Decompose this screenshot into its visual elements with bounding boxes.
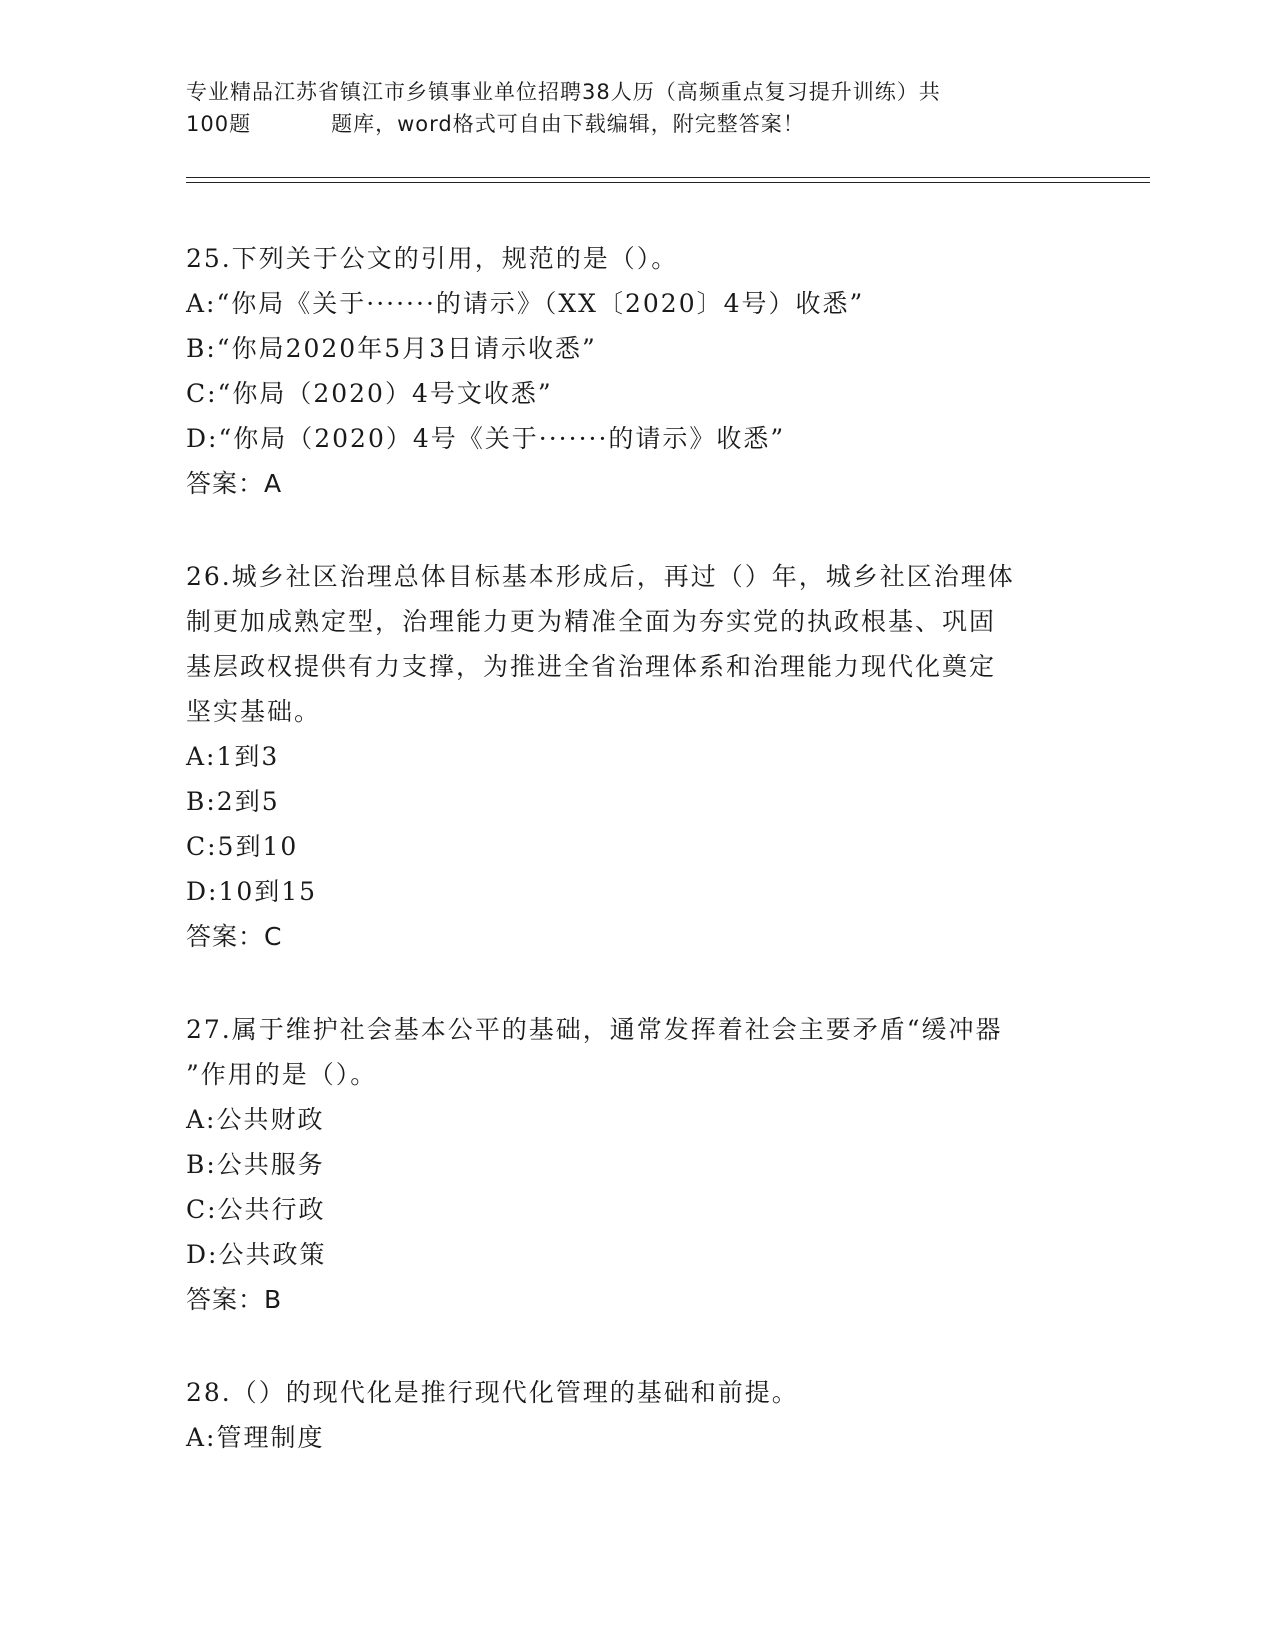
option-c: C:“你局（2020）4号文收悉” [186, 379, 553, 408]
question-stem: 28.（）的现代化是推行现代化管理的基础和前提。 [186, 1378, 799, 1407]
answer-line: 答案：C [186, 922, 283, 951]
option-a: A:公共财政 [186, 1105, 325, 1134]
option-b: B:2到5 [186, 787, 280, 816]
header-title-suffix: 题库，word格式可自由下载编辑，附完整答案！ [331, 112, 805, 136]
answer-line: 答案：A [186, 469, 283, 498]
option-d: D:公共政策 [186, 1240, 327, 1269]
document-header [186, 76, 1086, 140]
answer-line: 答案：B [186, 1285, 283, 1314]
option-d: D:“你局（2020）4号《关于·······的请示》收悉” [186, 424, 786, 453]
header-title-line-2 [186, 108, 1086, 140]
question-stem: 25.下列关于公文的引用，规范的是（）。 [186, 244, 679, 273]
question-stem-line-2: ”作用的是（）。 [186, 1060, 378, 1089]
option-d: D:10到15 [186, 877, 318, 906]
option-a: A:“你局《关于·······的请示》（XX〔2020〕4号）收悉” [186, 289, 865, 318]
question-stem-line-3: 基层政权提供有力支撑，为推进全省治理体系和治理能力现代化奠定 [186, 652, 997, 681]
question-28 [186, 1370, 1086, 1460]
question-stem-line-1: 27.属于维护社会基本公平的基础，通常发挥着社会主要矛盾“缓冲器 [186, 1015, 1003, 1044]
option-b: B:公共服务 [186, 1150, 325, 1179]
header-double-rule [186, 177, 1150, 183]
question-25 [186, 236, 1086, 506]
option-a: A:管理制度 [186, 1423, 325, 1452]
question-list [186, 236, 1086, 1508]
question-stem-line-4: 坚实基础。 [186, 697, 322, 726]
question-26 [186, 554, 1086, 959]
option-c: C:公共行政 [186, 1195, 326, 1224]
header-question-count: 100题 [186, 112, 252, 136]
question-stem-line-1: 26.城乡社区治理总体目标基本形成后，再过（）年，城乡社区治理体 [186, 562, 1015, 591]
option-b: B:“你局2020年5月3日请示收悉” [186, 334, 597, 363]
header-title-line-1: 专业精品江苏省镇江市乡镇事业单位招聘38人历（高频重点复习提升训练）共 [186, 80, 941, 104]
option-a: A:1到3 [186, 742, 280, 771]
question-27 [186, 1007, 1086, 1322]
question-stem-line-2: 制更加成熟定型，治理能力更为精准全面为夯实党的执政根基、巩固 [186, 607, 997, 636]
option-c: C:5到10 [186, 832, 299, 861]
